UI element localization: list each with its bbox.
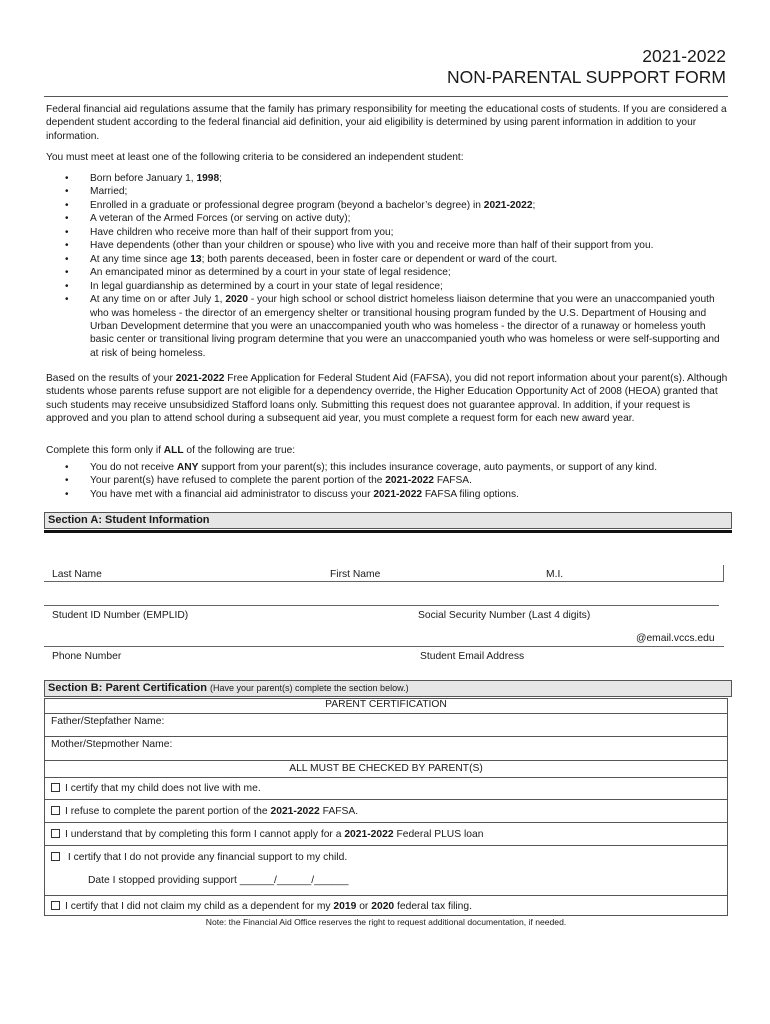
criteria-intro: You must meet at least one of the following criteria to be considered an independent student: xyxy=(46,152,464,163)
parent-certification-heading: PARENT CERTIFICATION xyxy=(325,699,447,710)
list-item: • Have dependents (other than your children or spouse) who live with you and receive more than half of their support from you. xyxy=(46,239,728,252)
list-item: • You have met with a financial aid administrator to discuss your 2021-2022 FAFSA filing options. xyxy=(46,488,728,501)
no-support-row[interactable]: I certify that I do not provide any financial support to my child. Date I stopped providing support ______/______/______ xyxy=(44,845,728,895)
list-item: • At any time on or after July 1, 2020 - your high school or school district homeless liaison determine that you were an unaccompanied youth who was homeless - the director of an emergency shelter or transitional housing program funded by the U.S. Department of Housing and Urban Development determine that you were an unaccompanied youth who was homeless - the director of a runaway or homeless youth basic center or transitional living program determine that you were an unaccompanied youth who was homeless or were self-supporting and at risk of being homeless. xyxy=(46,293,728,360)
phone-label: Phone Number xyxy=(52,651,122,662)
ssn-label: Social Security Number (Last 4 digits) xyxy=(418,610,591,621)
refuse-fafsa-checkbox[interactable] xyxy=(51,806,60,815)
section-a-header: Section A: Student Information xyxy=(44,512,732,529)
list-item: • A veteran of the Armed Forces (or serving on active duty); xyxy=(46,212,728,225)
father-name-field[interactable]: Father/Stepfather Name: xyxy=(44,713,728,736)
student-id-label: Student ID Number (EMPLID) xyxy=(52,610,189,621)
name-line[interactable] xyxy=(44,581,724,582)
complete-only-heading: Complete this form only if ALL of the following are true: xyxy=(46,445,296,456)
documentation-note: Note: the Financial Aid Office reserves the right to request additional documentation, if needed. xyxy=(205,917,567,927)
mi-label: M.I. xyxy=(546,569,564,580)
list-item: • Have children who receive more than half of their support from you; xyxy=(46,226,728,239)
list-item: • An emancipated minor as determined by a court in your state of legal residence; xyxy=(46,266,728,279)
refuse-fafsa-row[interactable]: I refuse to complete the parent portion of the 2021-2022 FAFSA. xyxy=(44,799,728,822)
tax-claim-row[interactable]: I certify that I did not claim my child as a dependent for my 2019 or 2020 federal tax filing. xyxy=(44,895,728,916)
tax-claim-checkbox[interactable] xyxy=(51,901,60,910)
form-title: NON-PARENTAL SUPPORT FORM xyxy=(446,67,726,87)
student-id-line[interactable] xyxy=(44,605,719,606)
list-item: • Born before January 1, 1998; xyxy=(46,172,728,185)
section-b-header: Section B: Parent Certification (Have your parent(s) complete the section below.) xyxy=(44,680,732,697)
list-item: • At any time since age 13; both parents deceased, been in foster care or dependent or ward of the court. xyxy=(46,253,728,266)
list-item: • In legal guardianship as determined by a court in your state of legal residence; xyxy=(46,280,728,293)
no-support-checkbox[interactable] xyxy=(51,852,60,861)
fafsa-paragraph: Based on the results of your 2021-2022 Free Application for Federal Student Aid (FAFSA), you did not report information about your parent(s). Although students whose parents refuse support are not eligible for a dependency override, the Higher Education Opportunity Act of 2008 (HEOA) granted that such students may receive unsubsidized Stafford loans only. Submitting this request does not guarantee approval. In addition, if your request is approved and you plan to attend school during a subsequent aid year, you must complete a request form for each new award year. xyxy=(46,373,728,425)
conditions-list xyxy=(46,461,728,501)
email-domain: @email.vccs.edu xyxy=(636,633,715,644)
first-name-label: First Name xyxy=(330,569,381,580)
list-item: • Your parent(s) have refused to complete the parent portion of the 2021-2022 FAFSA. xyxy=(46,474,728,487)
form-header xyxy=(46,46,726,88)
list-item: • Enrolled in a graduate or professional degree program (beyond a bachelor’s degree) in 2021-2022; xyxy=(46,199,728,212)
form-year: 2021-2022 xyxy=(642,46,726,66)
certify-not-live-checkbox[interactable] xyxy=(51,783,60,792)
list-item: • Married; xyxy=(46,185,728,198)
section-a-rule xyxy=(44,530,732,533)
last-name-label: Last Name xyxy=(52,569,102,580)
name-line-end xyxy=(723,565,724,582)
mother-name-field[interactable]: Mother/Stepmother Name: xyxy=(44,736,728,760)
date-stopped-field[interactable]: Date I stopped providing support ______/______/______ xyxy=(88,875,349,886)
criteria-list xyxy=(46,172,728,360)
email-label: Student Email Address xyxy=(420,651,525,662)
all-must-heading: ALL MUST BE CHECKED BY PARENT(S) xyxy=(44,760,728,777)
certify-not-live-row[interactable]: I certify that my child does not live with me. xyxy=(44,777,728,799)
phone-email-line[interactable] xyxy=(44,646,724,647)
intro-paragraph: Federal financial aid regulations assume that the family has primary responsibility for meeting the educational costs of students. If you are considered a dependent student according to the federal financial aid definition, your aid eligibility is determined by using parent information in addition to your information. xyxy=(46,104,727,142)
plus-loan-checkbox[interactable] xyxy=(51,829,60,838)
list-item: • You do not receive ANY support from your parent(s); this includes insurance coverage, auto payments, or support of any kind. xyxy=(46,461,728,474)
plus-loan-row[interactable]: I understand that by completing this form I cannot apply for a 2021-2022 Federal PLUS loan xyxy=(44,822,728,845)
header-divider xyxy=(44,96,728,97)
